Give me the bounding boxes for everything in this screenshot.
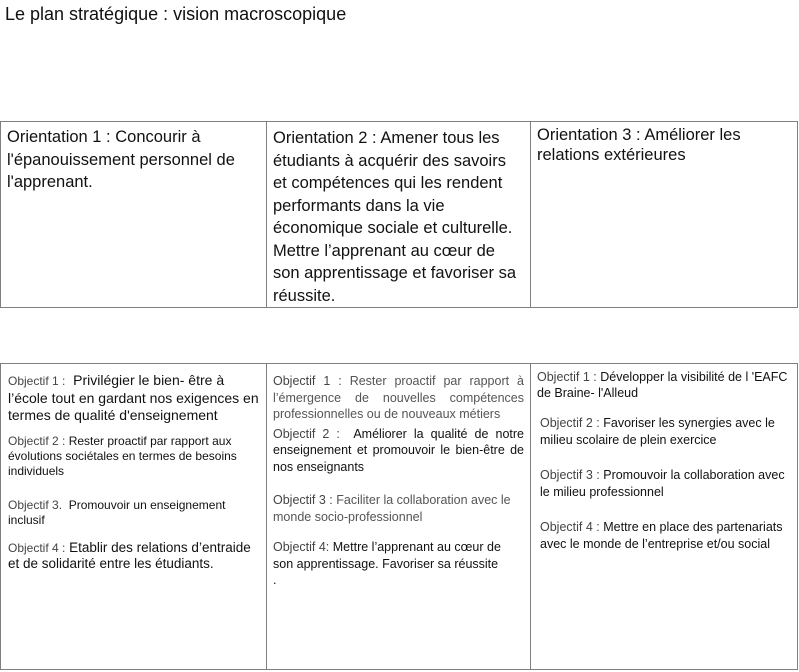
orientation-1-cell: Orientation 1 : Concourir à l'épanouissement personnel de l'apprenant.: [1, 122, 267, 308]
objectives-cell-2: [267, 364, 531, 670]
objective-2-3: Objectif 3 : Faciliter la collaboration avec le monde socio-professionnel: [273, 493, 511, 524]
objectives-row: [1, 364, 798, 670]
objective-3-1: Objectif 1 : Développer la visibilité de l 'EAFC de Braine- l'Alleud: [537, 370, 788, 400]
page-title: Le plan stratégique : vision macroscopique: [5, 4, 347, 24]
objectives-cell-3: [531, 364, 798, 670]
orientations-row: [1, 122, 798, 308]
objectives-table: [0, 363, 798, 670]
orientations-table: [0, 121, 798, 308]
objective-3-2: Objectif 2 : Favoriser les synergies avec le milieu scolaire de plein exercice: [540, 416, 775, 447]
objective-1-2: Objectif 2 : Rester proactif par rapport aux évolutions sociétales en termes de besoins individuels: [8, 434, 237, 478]
objective-1-4: Objectif 4 : Etablir des relations d’entraide et de solidarité entre les étudiants.: [8, 540, 251, 571]
objective-3-4: Objectif 4 : Mettre en place des partenariats avec le monde de l’entreprise et/ou social: [540, 520, 783, 551]
objective-1-1: Objectif 1 : Privilégier le bien- être à l’école tout en gardant nos exigences en termes de qualité d'enseignement: [8, 372, 259, 423]
objective-2-4: Objectif 4: Mettre l’apprenant au cœur de son apprentissage. Favoriser sa réussite .: [273, 540, 501, 587]
objective-2-2: Objectif 2 : Améliorer la qualité de notre enseignement et promouvoir le bien-être de nos enseignants: [273, 426, 524, 474]
orientation-2-cell: Orientation 2 : Amener tous les étudiants à acquérir des savoirs et compétences qui les rendent performants dans la vie économique sociale et culturelle. Mettre l’apprenant au cœur de son apprentissage et favoriser sa réussite.: [267, 122, 531, 308]
objective-3-3: Objectif 3 : Promouvoir la collaboration avec le milieu professionnel: [540, 468, 785, 499]
orientation-3-cell: Orientation 3 : Améliorer les relations extérieures: [531, 122, 798, 308]
objectives-cell-1: [1, 364, 267, 670]
objective-1-3: Objectif 3. Promouvoir un enseignement inclusif: [8, 498, 226, 527]
objective-2-1: Objectif 1 : Rester proactif par rapport à l’émergence de nouvelles compétences professionnelles ou de nouveaux métiers: [273, 374, 524, 421]
